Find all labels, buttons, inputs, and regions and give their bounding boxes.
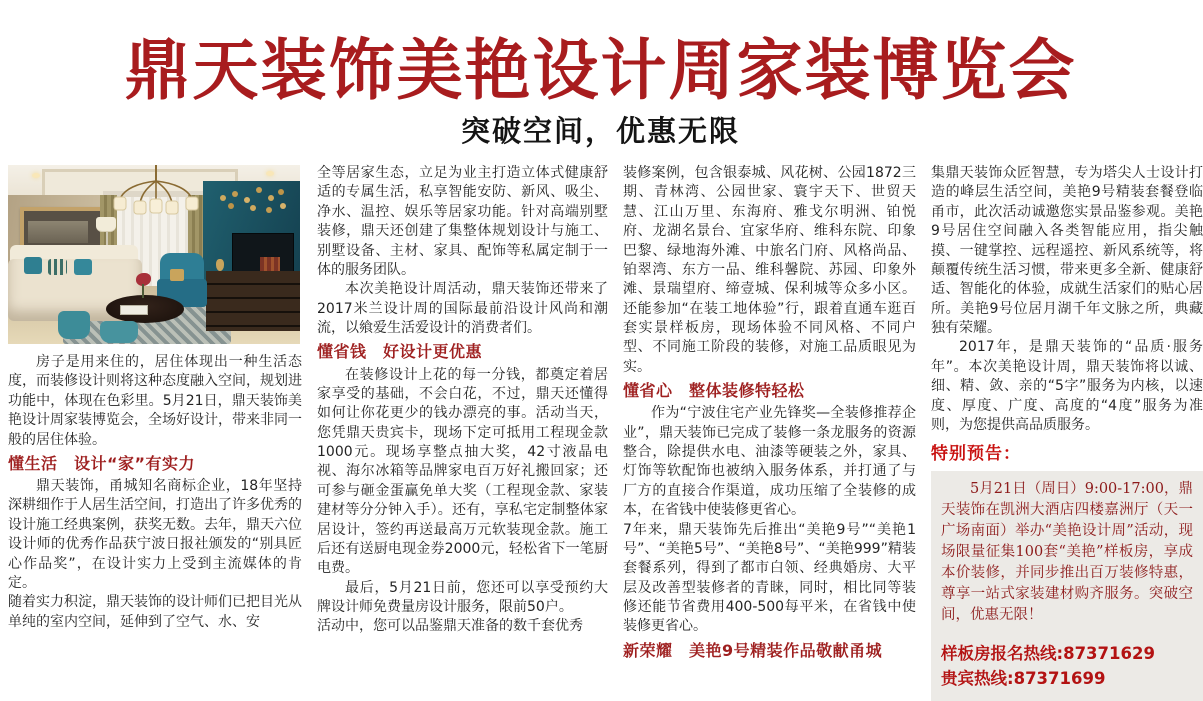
section-subhead-lifestyle: 懂生活 设计“家”有实力: [8, 453, 196, 473]
photo-teal-stool: [100, 321, 138, 343]
paragraph: 本次美艳设计周活动，鼎天装饰还带来了2017米兰设计周的国际最前沿设计风尚和潮流，以飨爱生活爱设计的消费者们。: [317, 281, 608, 336]
photo-chandelier: [108, 165, 204, 217]
photo-flower-stem: [142, 284, 144, 298]
photo-tv-cabinet: [206, 271, 300, 331]
paragraph: 最后，5月21日前，您还可以享受预约大牌设计师免费量房设计服务，限前50户。: [317, 579, 608, 616]
photo-lamp-shade: [96, 217, 116, 232]
hotlines: [941, 642, 1193, 692]
hotline-sample-room: 样板房报名热线:87371629: [941, 643, 1155, 663]
paragraph: 作为“宁波住宅产业先锋奖—全装修推荐企业”，鼎天装饰已完成了装修一条龙服务的资源整合，除提供水电、油漆等硬装之外，家具、灯饰等软配饰也被纳入服务体系，并打通了与厂方的直接合作渠道，成功压缩了全装修的成本，在省钱中使装修更省心。: [623, 405, 916, 519]
paragraph: 活动中，您可以品鉴鼎天准备的数千套优秀: [317, 618, 583, 635]
column-1: [8, 164, 302, 701]
photo-gold-wall-decor: [220, 195, 226, 201]
section-subhead-new-honor: 新荣耀 美艳9号精装作品敬献甬城: [623, 640, 883, 660]
photo-teal-stool: [58, 311, 90, 339]
masthead: [0, 32, 1201, 150]
article-subheadline: 突破空间，优惠无限: [460, 114, 740, 149]
paragraph: 装修案例，包含银泰城、风花树、公园1872三期、青林湾、公园世家、寰宇天下、世贸天慧、江山万里、东海府、雅戈尔明洲、铂悦府、龙湖名景台、宜家华府、维科东院、印象巴黎、绿地海外滩、中旅名门府、风格尚品、铂翠湾、东方一品、维科馨院、苏园、印象外滩、景瑞望府、缔壹城、保利城等众多小区。还能参加“在装工地体验”行，跟着直通车逛百套实景样板房，现场体验不同风格、不同户型、不同施工阶段的装修，对施工品质眼见为实。: [623, 165, 916, 375]
paragraph: 7年来，鼎天装饰先后推出“美艳9号”“美艳1号”、“美艳5号”、“美艳8号”、“美艳999”精装套餐系列，得到了都市白领、经典婚房、大平层及改善型装修者的青睐，同时，相比同等装修还能节省费用400-500每平米，在省钱中使装修更省心。: [623, 521, 916, 635]
special-notice-body: 5月21日（周日）9:00-17:00，鼎天装饰在凯洲大酒店四楼嘉洲厅（天一广场南面）举办“美艳设计周”活动，现场限量征集100套“美艳”样板房，享成本价装修，并同步推出百万装修特惠，尊享一站式家装建材购齐服务。突破空间，优惠无限！: [941, 480, 1193, 623]
paragraph: 2017年，是鼎天装饰的“品质·服务年”。本次美艳设计周，鼎天装饰将以诚、细、精、敛、亲的“5字”服务为内核，以速度、厚度、广度、高度的“4度”服务为准则，为您提供高品质服务。: [931, 339, 1203, 433]
paragraph: 房子是用来住的，居住体现出一种生活态度，而装修设计则将这种态度融入空间，规划进功能中，体现在色彩里。5月21日，鼎天装饰美艳设计周家装博览会，全场好设计，带来非同一般的居住体验。: [8, 354, 302, 448]
special-notice-label: 特别预告：: [931, 444, 1021, 465]
paragraph: 集鼎天装饰众匠智慧，专为塔尖人士设计打造的峰层生活空间，美艳9号精装套餐登临甬市，此次活动诚邀您实景品鉴参观。美艳9号居住空间融入各类智能应用，指尖触摸、一键掌控、远程遥控、新风系统等，将颠覆传统生活习惯，带来更多全新、健康舒适、智能化的体验，成就生活家们的贴心居所。美艳9号位居月湖千年文脉之所，典藏独有荣耀。: [931, 165, 1203, 336]
article-photo: [8, 165, 300, 344]
paragraph: 全等居家生态，立足为业主打造立体式健康舒适的专属生活，私享智能安防、新风、吸尘、净水、温控、娱乐等居家功能。针对高端别墅装修，鼎天还创建了集整体规划设计与施工、别墅设备、主材、家具、配饰等私属定制于一体的服务团队。: [317, 165, 608, 278]
photo-teal-pillow: [24, 257, 42, 274]
article-body: [8, 164, 1203, 688]
column-2: [317, 164, 608, 701]
photo-spotlight: [32, 173, 40, 178]
section-subhead-savings: 懂省钱 好设计更优惠: [317, 342, 483, 362]
photo-cabinet-vase: [216, 259, 224, 271]
hotline-vip: 贵宾热线:87371699: [941, 668, 1106, 688]
photo-cabinet-books: [260, 257, 280, 271]
paragraph: 在装修设计上花的每一分钱，都奠定着居家享受的基础，不会白花，不过，鼎天还懂得如何让你花更少的钱办漂亮的事。活动当天，您凭鼎天贵宾卡，现场下定可抵用工程现金款1000元。现场享整点抽大奖，42寸液晶电视、海尔冰箱等品牌家电百万好礼搬回家；还可参与砸金蛋赢免单大奖（工程现金款、家装建材等分分钟入手）。还有，享私宅定制整体家居设计，签约再送最高万元软装现金款。施工后还有送厨电现金券2000元，轻松省下一笔厨电费。: [317, 366, 608, 577]
column-3: [623, 164, 916, 701]
special-notice-box: [931, 471, 1203, 701]
photo-artwork-print: [28, 221, 88, 243]
photo-teal-pillow: [74, 259, 92, 275]
article-headline: 鼎天装饰美艳设计周家装博览会: [124, 32, 1077, 109]
photo-spotlight: [266, 171, 274, 176]
photo-gold-pillow: [170, 269, 184, 281]
paragraph: 鼎天装饰，甬城知名商标企业，18年坚持深耕细作于人居生活空间，打造出了许多优秀的设计施工经典案例，获奖无数。去年，鼎天六位设计师的优秀作品获宁波日报社颁发的“别具匠心作品奖”，在设计实力上受到主流媒体的肯定。: [8, 478, 302, 591]
paragraph: 随着实力积淀，鼎天装饰的设计师们已把目光从单纯的室内空间，延伸到了空气、水、安: [8, 594, 302, 630]
column-4: [931, 164, 1203, 701]
photo-striped-pillow: [48, 259, 67, 275]
section-subhead-worry-free: 懂省心 整体装修特轻松: [623, 381, 805, 401]
photo-table-books: [120, 305, 148, 315]
